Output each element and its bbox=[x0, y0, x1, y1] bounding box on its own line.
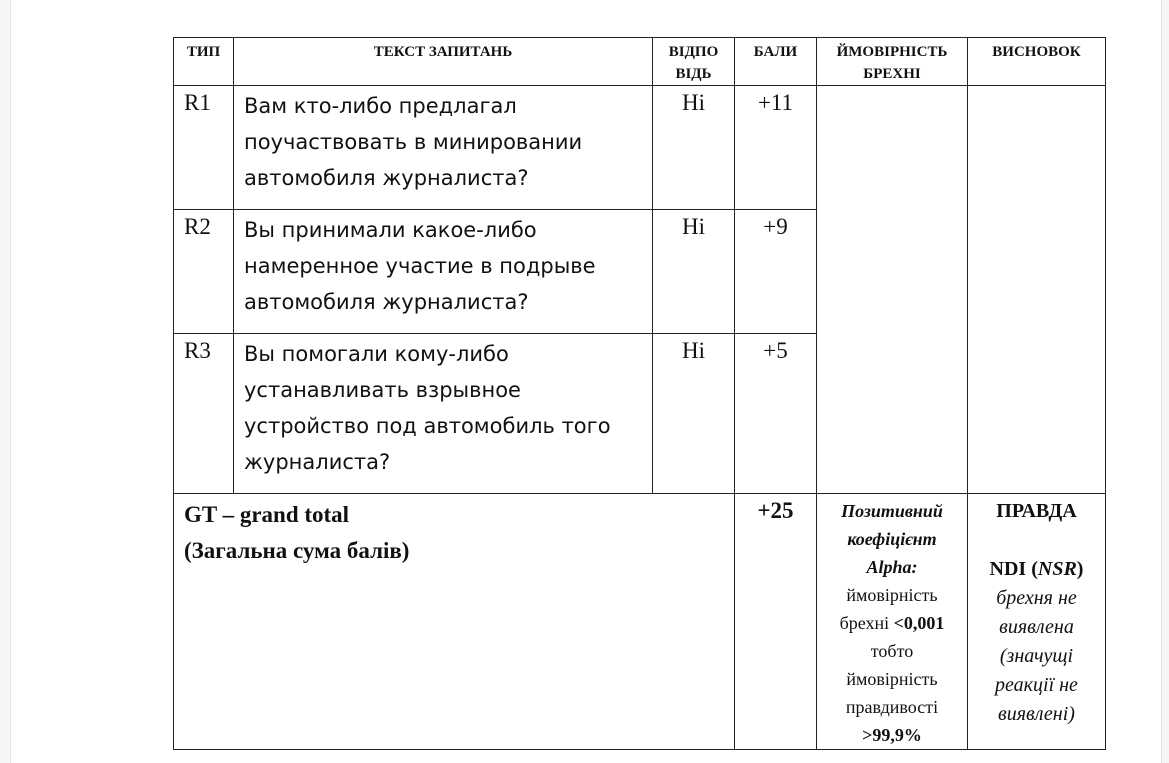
grand-total-score: +25 bbox=[735, 494, 817, 750]
concl-line3: (значущі bbox=[999, 645, 1074, 667]
prob-line5 bbox=[819, 609, 965, 637]
prob-line1: Позитивний bbox=[841, 501, 943, 521]
empty-probability-cell bbox=[817, 86, 968, 494]
header-prob-line1: ЙМОВІРНІСТЬ bbox=[836, 44, 948, 60]
header-row bbox=[174, 38, 1106, 86]
prob-line5-text: брехні bbox=[839, 613, 894, 633]
header-type: ТИП bbox=[174, 38, 234, 86]
header-answer-line1: ВІДПО bbox=[668, 44, 719, 60]
prob-line8: правдивості bbox=[845, 697, 939, 717]
empty-conclusion-cell bbox=[968, 86, 1106, 494]
row-question: Вы помогали кому-либо устанавливать взрывное устройство под автомобиль того журналиста? bbox=[234, 334, 653, 494]
total-row bbox=[174, 494, 1106, 750]
row-code: R2 bbox=[174, 210, 234, 334]
row-question: Вам кто-либо предлагал поучаствовать в минировании автомобиля журналиста? bbox=[234, 86, 653, 210]
row-question: Вы принимали какое-либо намеренное участие в подрыве автомобиля журналиста? bbox=[234, 210, 653, 334]
polygraph-results-table bbox=[173, 37, 1106, 750]
row-answer: Ні bbox=[653, 334, 735, 494]
row-answer: Ні bbox=[653, 210, 735, 334]
verdict: ПРАВДА bbox=[996, 500, 1077, 522]
prob-line7: ймовірність bbox=[846, 669, 938, 689]
grand-total-label-en: GT – grand total bbox=[184, 502, 350, 527]
ndi-line bbox=[970, 555, 1103, 584]
ndi-code: NSR bbox=[1037, 558, 1077, 580]
prob-line5-value: <0,001 bbox=[893, 613, 945, 633]
prob-line9: >99,9% bbox=[862, 725, 922, 745]
header-question-text: ТЕКСТ ЗАПИТАНЬ bbox=[234, 38, 653, 86]
header-answer bbox=[653, 38, 735, 86]
row-code: R3 bbox=[174, 334, 234, 494]
concl-line5: виявлені) bbox=[998, 703, 1075, 725]
concl-line4: реакції не bbox=[995, 674, 1078, 696]
conclusion-result bbox=[968, 494, 1106, 750]
row-score: +9 bbox=[735, 210, 817, 334]
row-score: +5 bbox=[735, 334, 817, 494]
ndi-prefix: NDI ( bbox=[989, 558, 1038, 580]
lie-probability-result bbox=[817, 494, 968, 750]
verdict-spacer bbox=[970, 526, 1103, 555]
ndi-suffix: ) bbox=[1076, 558, 1084, 580]
concl-line1: брехня не bbox=[996, 587, 1077, 609]
header-answer-line2: ВІДЬ bbox=[675, 66, 712, 82]
prob-line2: коефіцієнт bbox=[847, 529, 937, 549]
row-answer: Ні bbox=[653, 86, 735, 210]
header-score: БАЛИ bbox=[735, 38, 817, 86]
grand-total-label bbox=[174, 494, 735, 750]
header-conclusion: ВИСНОВОК bbox=[968, 38, 1106, 86]
row-score: +11 bbox=[735, 86, 817, 210]
prob-line3: Alpha: bbox=[866, 557, 918, 577]
prob-line6: тобто bbox=[870, 641, 914, 661]
table-row bbox=[174, 86, 1106, 210]
prob-line4: ймовірність bbox=[846, 585, 938, 605]
header-prob-line2: БРЕХНІ bbox=[863, 66, 921, 82]
document-page bbox=[10, 0, 1162, 763]
row-code: R1 bbox=[174, 86, 234, 210]
concl-line2: виявлена bbox=[999, 616, 1074, 638]
header-lie-probability bbox=[817, 38, 968, 86]
grand-total-label-ua: (Загальна сума балів) bbox=[184, 538, 410, 563]
